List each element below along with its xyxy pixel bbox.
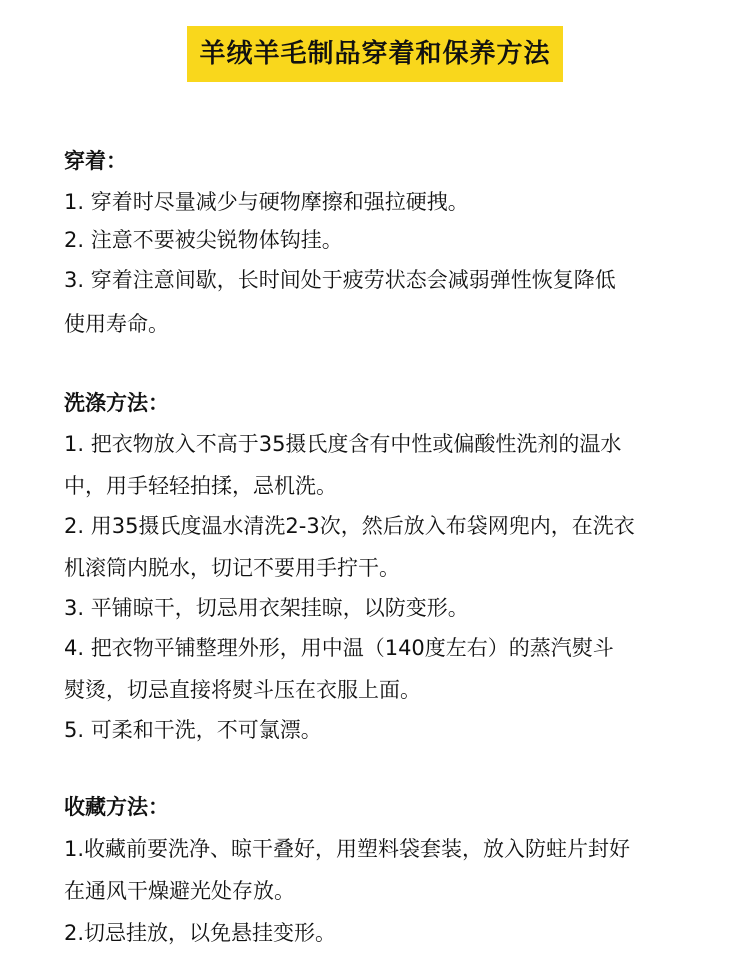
text-line: 3. 平铺晾干，切忌用衣架挂晾，以防变形。	[64, 596, 469, 620]
text-line: 在通风干燥避光处存放。	[64, 879, 295, 903]
section-washing	[64, 390, 724, 743]
text-line: 2. 注意不要被尖锐物体钩挂。	[64, 228, 343, 252]
text-line: 熨烫，切忌直接将熨斗压在衣服上面。	[64, 678, 421, 702]
section-heading: 洗涤方法：	[64, 391, 169, 415]
text-line: 1.收藏前要洗净、晾干叠好，用塑料袋套装，放入防蛀片封好	[64, 837, 631, 861]
text-line: 1. 把衣物放入不高于35摄氏度含有中性或偏酸性洗剂的温水	[64, 432, 622, 456]
text-line: 1. 穿着时尽量减少与硬物摩擦和强拉硬拽。	[64, 190, 469, 214]
text-line: 中，用手轻轻拍揉，忌机洗。	[64, 474, 337, 498]
text-line: 2.切忌挂放，以免悬挂变形。	[64, 921, 337, 945]
text-line: 5. 可柔和干洗，不可氯漂。	[64, 718, 322, 742]
text-line: 机滚筒内脱水，切记不要用手拧干。	[64, 556, 400, 580]
section-wearing	[64, 148, 724, 337]
section-storage	[64, 794, 724, 946]
text-line: 3. 穿着注意间歇，长时间处于疲劳状态会减弱弹性恢复降低	[64, 268, 616, 292]
title-banner	[0, 26, 750, 82]
text-line: 2. 用35摄氏度温水清洗2-3次，然后放入布袋网兜内，在洗衣	[64, 514, 635, 538]
text-line: 4. 把衣物平铺整理外形，用中温（140度左右）的蒸汽熨斗	[64, 636, 614, 660]
section-heading: 收藏方法：	[64, 795, 169, 819]
section-heading: 穿着：	[64, 149, 127, 173]
page-title: 羊绒羊毛制品穿着和保养方法	[187, 26, 562, 82]
text-line: 使用寿命。	[64, 312, 169, 336]
